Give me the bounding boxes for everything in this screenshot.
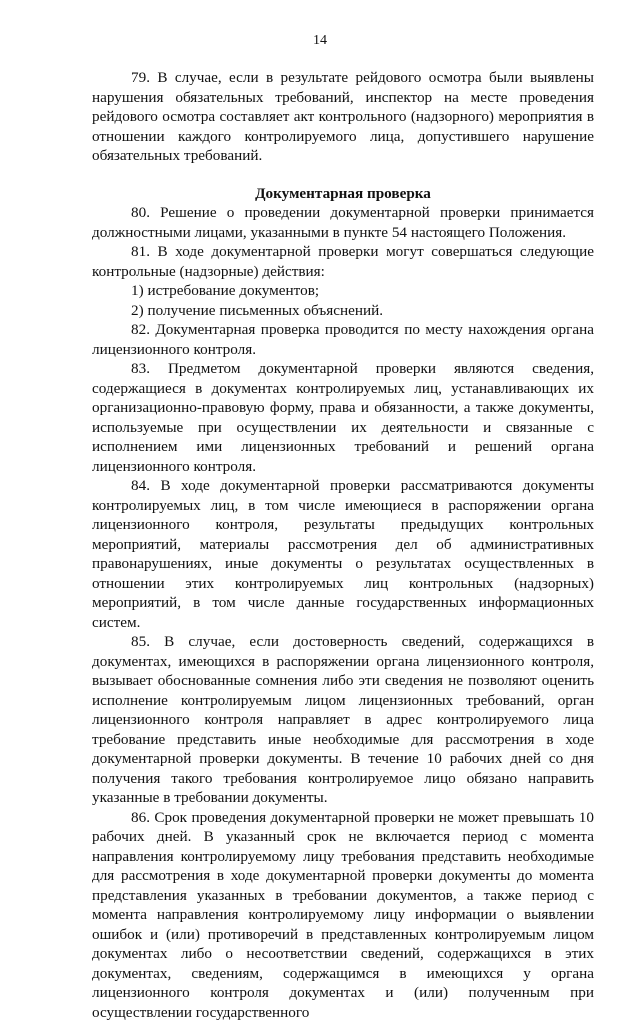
paragraph-79: 79. В случае, если в результате рейдового осмотра были выявлены нарушения обязательных требований, инспектор на месте проведения рейдового осмотра составляет акт контрольного (надзорного) мероприятия в отношении каждого контролируемого лица, допустившего нарушение обязательных требований. bbox=[92, 68, 594, 166]
paragraph-83: 83. Предметом документарной проверки являются сведения, содержащиеся в документах контролируемых лиц, устанавливающих их организационно-правовую форму, права и обязанности, а также документы, используемые при осуществлении их деятельности и связанные с исполнением ими лицензионных требований и решений органа лицензионного контроля. bbox=[92, 359, 594, 476]
section-heading: Документарная проверка bbox=[92, 184, 594, 204]
paragraph-81: 81. В ходе документарной проверки могут совершаться следующие контрольные (надзорные) действия: bbox=[92, 242, 594, 281]
page-body bbox=[92, 68, 594, 1022]
paragraph-82: 82. Документарная проверка проводится по месту нахождения органа лицензионного контроля. bbox=[92, 320, 594, 359]
list-item-2: 2) получение письменных объяснений. bbox=[92, 301, 594, 321]
paragraph-84: 84. В ходе документарной проверки рассматриваются документы контролируемых лиц, в том числе имеющиеся в распоряжении органа лицензионного контроля, результаты предыдущих контрольных мероприятий, материалы рассмотрения дел об административных правонарушениях, иные документы о результатах осуществленных в отношении этих контролируемых лиц контрольных (надзорных) мероприятий, в том числе данные государственных информационных систем. bbox=[92, 476, 594, 632]
page-number: 14 bbox=[0, 33, 640, 49]
list-item-1: 1) истребование документов; bbox=[92, 281, 594, 301]
paragraph-85: 85. В случае, если достоверность сведений, содержащихся в документах, имеющихся в распоряжении органа лицензионного контроля, вызывает обоснованные сомнения либо эти сведения не позволяют оценить исполнение контролируемым лицом лицензионных требований, орган лицензионного контроля направляет в адрес контролируемого лица требование представить иные необходимые для рассмотрения в ходе документарной проверки документы. В течение 10 рабочих дней со дня получения такого требования контролируемое лицо обязано направить указанные в требовании документы. bbox=[92, 632, 594, 808]
paragraph-86: 86. Срок проведения документарной проверки не может превышать 10 рабочих дней. В указанный срок не включается период с момента направления контролируемому лицу требования представить необходимые для рассмотрения в ходе документарной проверки документы до момента представления указанных в требовании документов, а также период с момента направления контролируемому лицу информации о выявлении ошибок и (или) противоречий в представленных контролируемым лицом документах либо о несоответствии сведений, содержащихся в этих документах, сведениям, содержащимся в имеющихся у органа лицензионного контроля документах и (или) полученным при осуществлении государственного bbox=[92, 808, 594, 1022]
paragraph-80: 80. Решение о проведении документарной проверки принимается должностными лицами, указанными в пункте 54 настоящего Положения. bbox=[92, 203, 594, 242]
